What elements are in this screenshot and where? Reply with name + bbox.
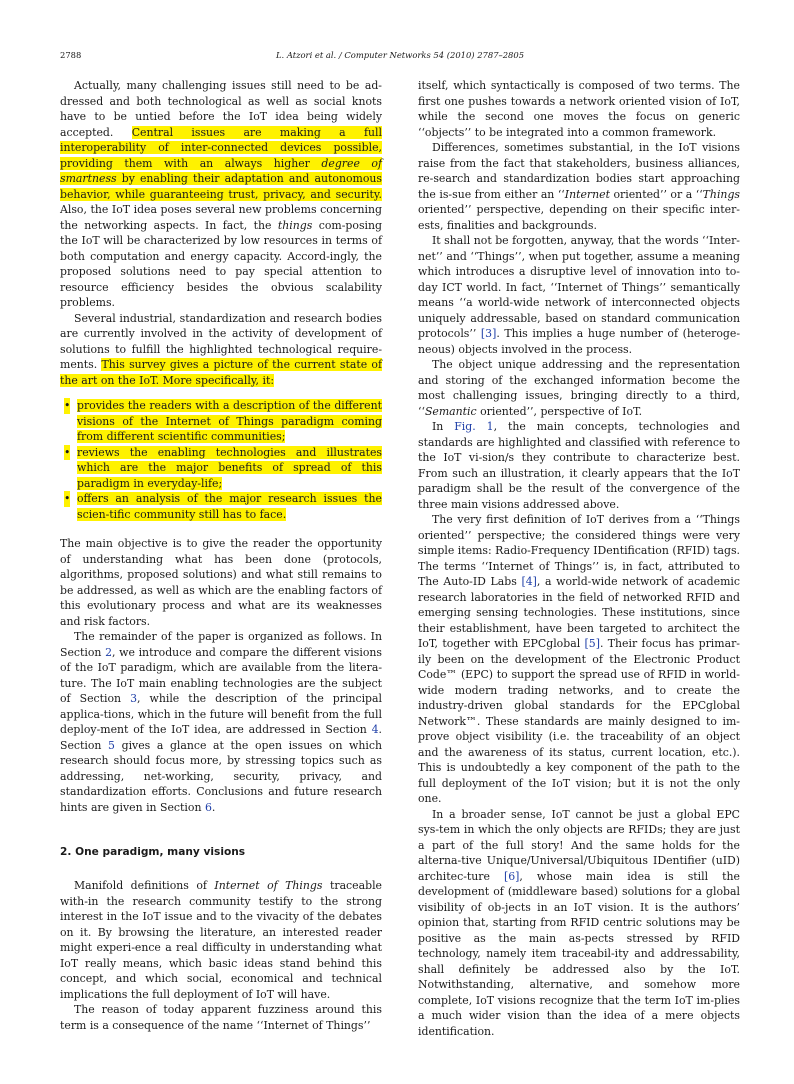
paragraph-differences — [418, 140, 740, 233]
emphasis: Semantic — [424, 404, 477, 418]
citation-link[interactable]: [3] — [480, 327, 497, 340]
paragraph-first-definition — [418, 512, 740, 807]
text-run: Also, the IoT idea poses several new problems concerning the networking aspects. In fact, the — [60, 203, 382, 232]
text-run: In a broader sense, IoT cannot be just a global EPC sys-tem in which the only objects are RFIDs; they are just a part of the full story! And the same holds for the alterna-tive Unique/Universal/Ubiquitous IDentifier (uID) architec-ture — [418, 807, 740, 883]
paragraph-figure — [418, 419, 740, 512]
figure-link[interactable]: Fig. 1 — [454, 420, 494, 433]
highlight: provides the readers with a description of the different visions of the Internet of Things paradigm coming from different scientific communities; — [77, 399, 382, 443]
text-run: gives a glance at the open issues on which research should focus more, by stressing topics such as addressing, net-working, security, privacy, and standardization efforts. Conclusions and future research hints are given in Section — [60, 738, 382, 814]
text-run: The object unique addressing and the representation and storing of the exchanged information become the most challenging issues, bringing directly to a third, ‘‘ — [418, 358, 740, 418]
paragraph-objective: The main objective is to give the reader the opportunity of understanding what has been done (protocols, algorithms, proposed solutions) and what still remains to be addressed, as well as which are the enabling factors of this evolutionary process and what are its weaknesses and risk factors. — [60, 537, 382, 628]
emphasis: Things — [702, 187, 741, 201]
text-run: by enabling their adaptation and autonomous behavior, while guaranteeing trust, privacy, and security. — [60, 172, 382, 201]
paragraph-fuzziness: The reason of today apparent fuzziness around this term is a consequence of the name ‘‘Internet of Things’’ — [60, 1003, 382, 1032]
paragraph-addressing — [418, 357, 740, 419]
text-run: com-posing the IoT will be characterized by low resources in terms of both computation and energy capacity. Accord-ingly, the proposed solutions need to pay special attention to resource efficiency besides the obvious scalability problems. — [60, 218, 382, 309]
bullet-glyph: • — [64, 445, 71, 459]
list-item — [60, 398, 382, 445]
paragraph-challenges — [60, 78, 382, 311]
paragraph-broader-sense — [418, 807, 740, 1040]
page-number: 2788 — [60, 50, 82, 60]
emphasis: things — [277, 218, 313, 232]
highlight: reviews the enabling technologies and illustrates which are the major benefits of spread of this paradigm in everyday-life; — [77, 445, 382, 490]
text-run: The very first definition of IoT derives from a ‘‘Things oriented’’ perspective; the considered things were very simple items: Radio-Frequency IDentification (RFID) tags. The terms ‘‘Internet of Things’’ is, in fact, attributed to The Auto-ID Labs — [418, 513, 740, 588]
text-run: , the main concepts, technologies and standards are highlighted and classified with reference to the IoT vi-sion/s they contribute to characterize best. From such an illustration, it clearly appears that the IoT paradigm shall be the result of the convergence of the three main visions addressed above. — [418, 420, 740, 511]
bullet-glyph: • — [64, 492, 71, 505]
section-link[interactable]: 2 — [105, 645, 113, 659]
right-column — [418, 78, 740, 1039]
text-run: . — [211, 800, 216, 814]
text-run: , while the description of the principal applica-tions, which in the future will benefit from the full deploy-ment of the IoT idea, are addressed in Section — [60, 692, 383, 736]
text-run: Differences, sometimes substantial, in the IoT visions raise from the fact that stakeholders, business alliances, re-search and standardization bodies start approaching the is-sue from either an ‘‘ — [418, 141, 740, 201]
paragraph-bodies — [60, 311, 382, 389]
section-link[interactable]: 5 — [108, 738, 115, 752]
paragraph-definitions — [60, 878, 382, 1002]
emphasis: degree of smartness — [60, 156, 382, 185]
highlight: This survey gives a picture of the current state of the art on the IoT. More specifically, it: — [60, 358, 382, 387]
citation-link[interactable]: [4] — [521, 575, 537, 588]
paragraph-words — [418, 233, 740, 357]
list-item — [60, 445, 382, 492]
text-run: , whose main idea is still the development of (middleware based) solutions for a global visibility of ob-jects in an IoT vision. It is the authors’ opinion that, starting from RFID centric solutions may be positive as the main as-pects stressed by RFID technology, namely item traceabil-ity and addressability, shall definitely be addressed also by the IoT. Notwithstanding, alternative, and somehow more complete, IoT visions recognize that the term IoT im-plies a much wider vision than the idea of a mere objects identification. — [418, 869, 740, 1038]
bullet-glyph: • — [64, 399, 71, 412]
left-column — [60, 78, 382, 1033]
text-run: Several industrial, standardization and research bodies are currently involved in the activity of development of solutions to fulfill the highlighted technological require-ments. — [60, 311, 382, 371]
text-run: In — [432, 420, 455, 433]
section-link[interactable]: 6 — [204, 800, 212, 814]
section-link[interactable]: 4 — [371, 723, 379, 736]
text-run: traceable with-in the research community testify to the strong interest in the IoT issue and to the vivacity of the debates on it. By browsing the literature, an interested reader might experi-ence a real difficulty in understanding what IoT really means, which basic ideas stand behind this concept, and which social, economical and technical implications the full deployment of IoT will have. — [60, 879, 382, 1001]
text-run: oriented’’ perspective, depending on their specific inter-ests, finalities and backgrounds. — [418, 203, 740, 232]
section-link[interactable]: 3 — [130, 692, 138, 705]
paragraph-organization — [60, 629, 382, 815]
citation-link[interactable]: [6] — [503, 869, 520, 883]
text-run: The remainder of the paper is organized as follows. In Section — [60, 630, 382, 659]
text-run: . Their focus has primar-ily been on the development of the Electronic Product Code™ (EPC) to support the spread use of RFID in world-wide modern trading networks, and to create the industry-driven global standards for the EPCglobal Network™. These standards are mainly designed to im-prove object visibility (i.e. the traceability of an object and the awareness of its status, current location, etc.). This is undoubtedly a key component of the path to the full deployment of the IoT vision; but it is not the only one. — [418, 637, 740, 805]
contribution-list — [60, 398, 382, 522]
emphasis: Internet of Things — [214, 879, 323, 892]
running-head: L. Atzori et al. / Computer Networks 54 (2010) 2787–2805 — [275, 50, 525, 60]
text-run: Central issues are making a full interoperability of inter-connected devices possible, providing them with an always higher — [60, 125, 382, 170]
highlight: offers an analysis of the major research issues the scien-tific community still has to face. — [77, 492, 382, 521]
text-run: , we introduce and compare the different visions of the IoT paradigm, which are available from the litera-ture. The IoT main enabling technologies are the subject of Section — [60, 645, 382, 705]
text-run: oriented’’, perspective of IoT. — [476, 404, 643, 418]
text-run: , a world-wide network of academic research laboratories in the field of networked RFID and emerging sensing technologies. These institutions, since their establishment, have been targeted to architect the IoT, together with EPCglobal — [418, 575, 740, 650]
text-run: . This implies a huge number of (heteroge-neous) objects involved in the process. — [418, 327, 741, 356]
emphasis: Internet — [564, 187, 610, 201]
paragraph-continued: itself, which syntactically is composed of two terms. The first one pushes towards a network oriented vision of IoT, while the second one moves the focus on generic ‘‘objects’’ to be integrated into a common framework. — [418, 79, 740, 139]
text-run: It shall not be forgotten, anyway, that the words ‘‘Inter-net’’ and ‘‘Things’’, when put together, assume a meaning which introduces a disruptive level of innovation into to-day ICT world. In fact, ‘‘Internet of Things’’ semantically means ‘‘a world-wide network of interconnected objects uniquely addressable, based on standard communication protocols’’ — [418, 234, 740, 340]
section-heading: 2. One paradigm, many visions — [60, 846, 246, 858]
text-run: . Section — [60, 723, 382, 752]
citation-link[interactable]: [5] — [584, 637, 600, 650]
text-run: Manifold definitions of — [74, 879, 215, 892]
text-run: Actually, many challenging issues still need to be ad-dressed and both technological as well as social knots have to be untied before the IoT idea being widely accepted. — [60, 79, 382, 139]
list-item — [60, 491, 382, 522]
text-run: oriented’’ or a ‘‘ — [609, 187, 703, 201]
